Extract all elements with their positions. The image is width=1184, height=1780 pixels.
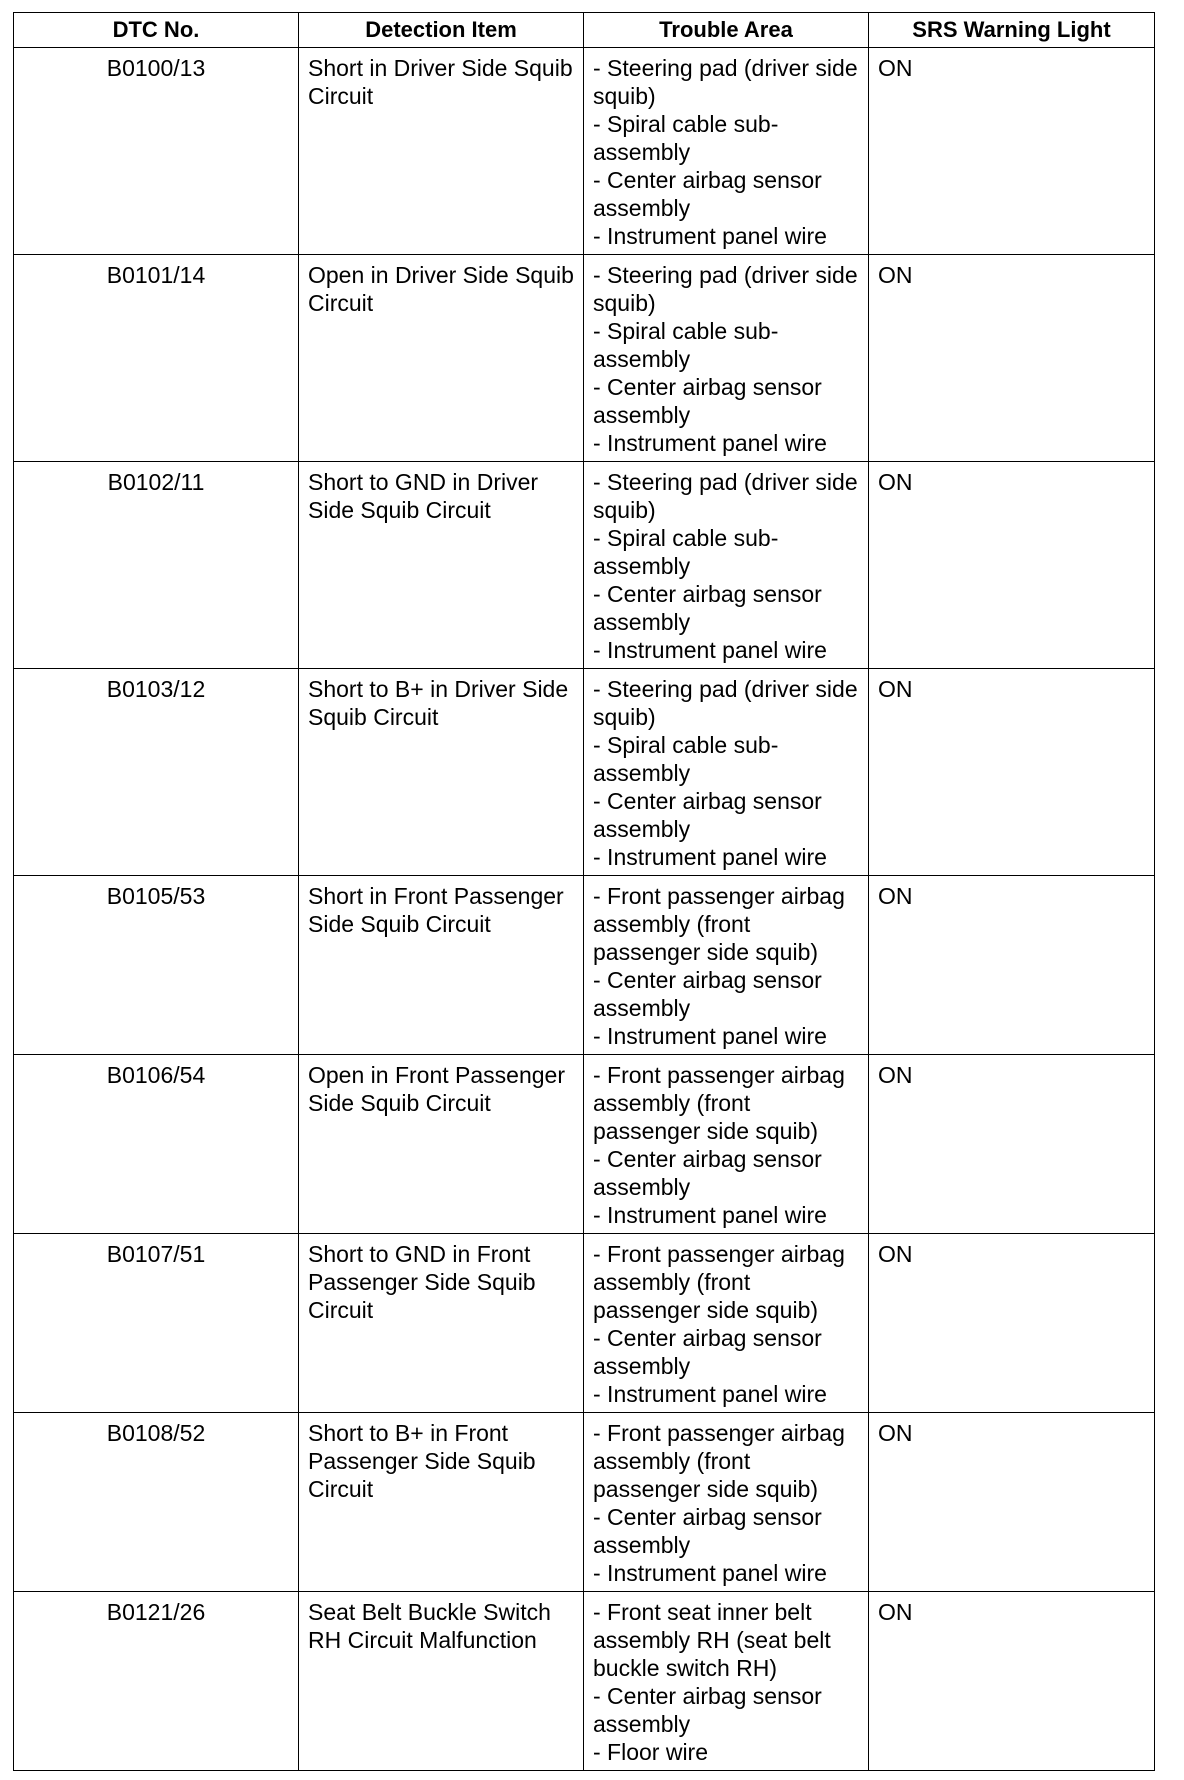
dtc-number-cell: B0100/13 bbox=[14, 48, 299, 255]
trouble-area-cell bbox=[584, 1234, 869, 1413]
table-row bbox=[14, 669, 1155, 876]
dtc-number-cell: B0101/14 bbox=[14, 255, 299, 462]
trouble-area-line: - Instrument panel wire bbox=[593, 430, 827, 456]
trouble-area-line: - Instrument panel wire bbox=[593, 223, 827, 249]
srs-warning-light-cell: ON bbox=[869, 48, 1155, 255]
header-srs-warning-light: SRS Warning Light bbox=[869, 13, 1155, 48]
detection-item-cell: Seat Belt Buckle Switch RH Circuit Malfunction bbox=[299, 1592, 584, 1771]
trouble-area-cell bbox=[584, 1413, 869, 1592]
srs-warning-light-cell: ON bbox=[869, 669, 1155, 876]
table-row bbox=[14, 1592, 1155, 1771]
trouble-area-line: - Instrument panel wire bbox=[593, 1023, 827, 1049]
srs-warning-light-cell: ON bbox=[869, 462, 1155, 669]
trouble-area-line: - Front passenger airbag assembly (front passenger side squib) bbox=[593, 1241, 845, 1323]
dtc-number-cell: B0108/52 bbox=[14, 1413, 299, 1592]
table-row bbox=[14, 462, 1155, 669]
trouble-area-line: - Instrument panel wire bbox=[593, 1560, 827, 1586]
trouble-area-line: - Center airbag sensor assembly bbox=[593, 1504, 822, 1558]
table-header bbox=[14, 13, 1155, 48]
trouble-area-cell bbox=[584, 669, 869, 876]
trouble-area-cell bbox=[584, 255, 869, 462]
table-row bbox=[14, 876, 1155, 1055]
trouble-area-cell bbox=[584, 876, 869, 1055]
trouble-area-line: - Spiral cable sub-assembly bbox=[593, 111, 779, 165]
trouble-area-cell bbox=[584, 462, 869, 669]
dtc-number-cell: B0106/54 bbox=[14, 1055, 299, 1234]
trouble-area-line: - Center airbag sensor assembly bbox=[593, 1325, 822, 1379]
dtc-number-cell: B0103/12 bbox=[14, 669, 299, 876]
header-row bbox=[14, 13, 1155, 48]
srs-warning-light-cell: ON bbox=[869, 1413, 1155, 1592]
srs-warning-light-cell: ON bbox=[869, 1055, 1155, 1234]
trouble-area-line: - Center airbag sensor assembly bbox=[593, 167, 822, 221]
trouble-area-line: - Spiral cable sub-assembly bbox=[593, 732, 779, 786]
trouble-area-line: - Steering pad (driver side squib) bbox=[593, 55, 858, 109]
detection-item-cell: Open in Front Passenger Side Squib Circuit bbox=[299, 1055, 584, 1234]
trouble-area-cell bbox=[584, 48, 869, 255]
detection-item-cell: Short to B+ in Driver Side Squib Circuit bbox=[299, 669, 584, 876]
dtc-number-cell: B0105/53 bbox=[14, 876, 299, 1055]
trouble-area-line: - Instrument panel wire bbox=[593, 1381, 827, 1407]
detection-item-cell: Short to B+ in Front Passenger Side Squib Circuit bbox=[299, 1413, 584, 1592]
trouble-area-line: - Front seat inner belt assembly RH (seat belt buckle switch RH) bbox=[593, 1599, 831, 1681]
trouble-area-line: - Center airbag sensor assembly bbox=[593, 788, 822, 842]
table-row bbox=[14, 1413, 1155, 1592]
dtc-table bbox=[13, 12, 1155, 1771]
trouble-area-line: - Front passenger airbag assembly (front passenger side squib) bbox=[593, 883, 845, 965]
header-dtc-no: DTC No. bbox=[14, 13, 299, 48]
trouble-area-line: - Instrument panel wire bbox=[593, 637, 827, 663]
trouble-area-line: - Center airbag sensor assembly bbox=[593, 967, 822, 1021]
trouble-area-line: - Steering pad (driver side squib) bbox=[593, 676, 858, 730]
trouble-area-cell bbox=[584, 1592, 869, 1771]
trouble-area-line: - Spiral cable sub-assembly bbox=[593, 318, 779, 372]
table-row bbox=[14, 1055, 1155, 1234]
table-row bbox=[14, 48, 1155, 255]
trouble-area-line: - Instrument panel wire bbox=[593, 844, 827, 870]
detection-item-cell: Short to GND in Front Passenger Side Squib Circuit bbox=[299, 1234, 584, 1413]
trouble-area-line: - Instrument panel wire bbox=[593, 1202, 827, 1228]
trouble-area-line: - Center airbag sensor assembly bbox=[593, 581, 822, 635]
detection-item-cell: Short in Front Passenger Side Squib Circuit bbox=[299, 876, 584, 1055]
trouble-area-line: - Center airbag sensor assembly bbox=[593, 374, 822, 428]
trouble-area-line: - Center airbag sensor assembly bbox=[593, 1146, 822, 1200]
trouble-area-cell bbox=[584, 1055, 869, 1234]
trouble-area-line: - Center airbag sensor assembly bbox=[593, 1683, 822, 1737]
dtc-number-cell: B0107/51 bbox=[14, 1234, 299, 1413]
header-trouble-area: Trouble Area bbox=[584, 13, 869, 48]
trouble-area-line: - Steering pad (driver side squib) bbox=[593, 262, 858, 316]
table-row bbox=[14, 255, 1155, 462]
srs-warning-light-cell: ON bbox=[869, 876, 1155, 1055]
srs-warning-light-cell: ON bbox=[869, 255, 1155, 462]
detection-item-cell: Open in Driver Side Squib Circuit bbox=[299, 255, 584, 462]
srs-warning-light-cell: ON bbox=[869, 1592, 1155, 1771]
trouble-area-line: - Floor wire bbox=[593, 1739, 709, 1765]
table-row bbox=[14, 1234, 1155, 1413]
trouble-area-line: - Front passenger airbag assembly (front passenger side squib) bbox=[593, 1062, 845, 1144]
srs-warning-light-cell: ON bbox=[869, 1234, 1155, 1413]
dtc-number-cell: B0121/26 bbox=[14, 1592, 299, 1771]
detection-item-cell: Short to GND in Driver Side Squib Circuit bbox=[299, 462, 584, 669]
table-body bbox=[14, 48, 1155, 1771]
detection-item-cell: Short in Driver Side Squib Circuit bbox=[299, 48, 584, 255]
dtc-number-cell: B0102/11 bbox=[14, 462, 299, 669]
trouble-area-line: - Spiral cable sub-assembly bbox=[593, 525, 779, 579]
trouble-area-line: - Steering pad (driver side squib) bbox=[593, 469, 858, 523]
trouble-area-line: - Front passenger airbag assembly (front passenger side squib) bbox=[593, 1420, 845, 1502]
header-detection-item: Detection Item bbox=[299, 13, 584, 48]
